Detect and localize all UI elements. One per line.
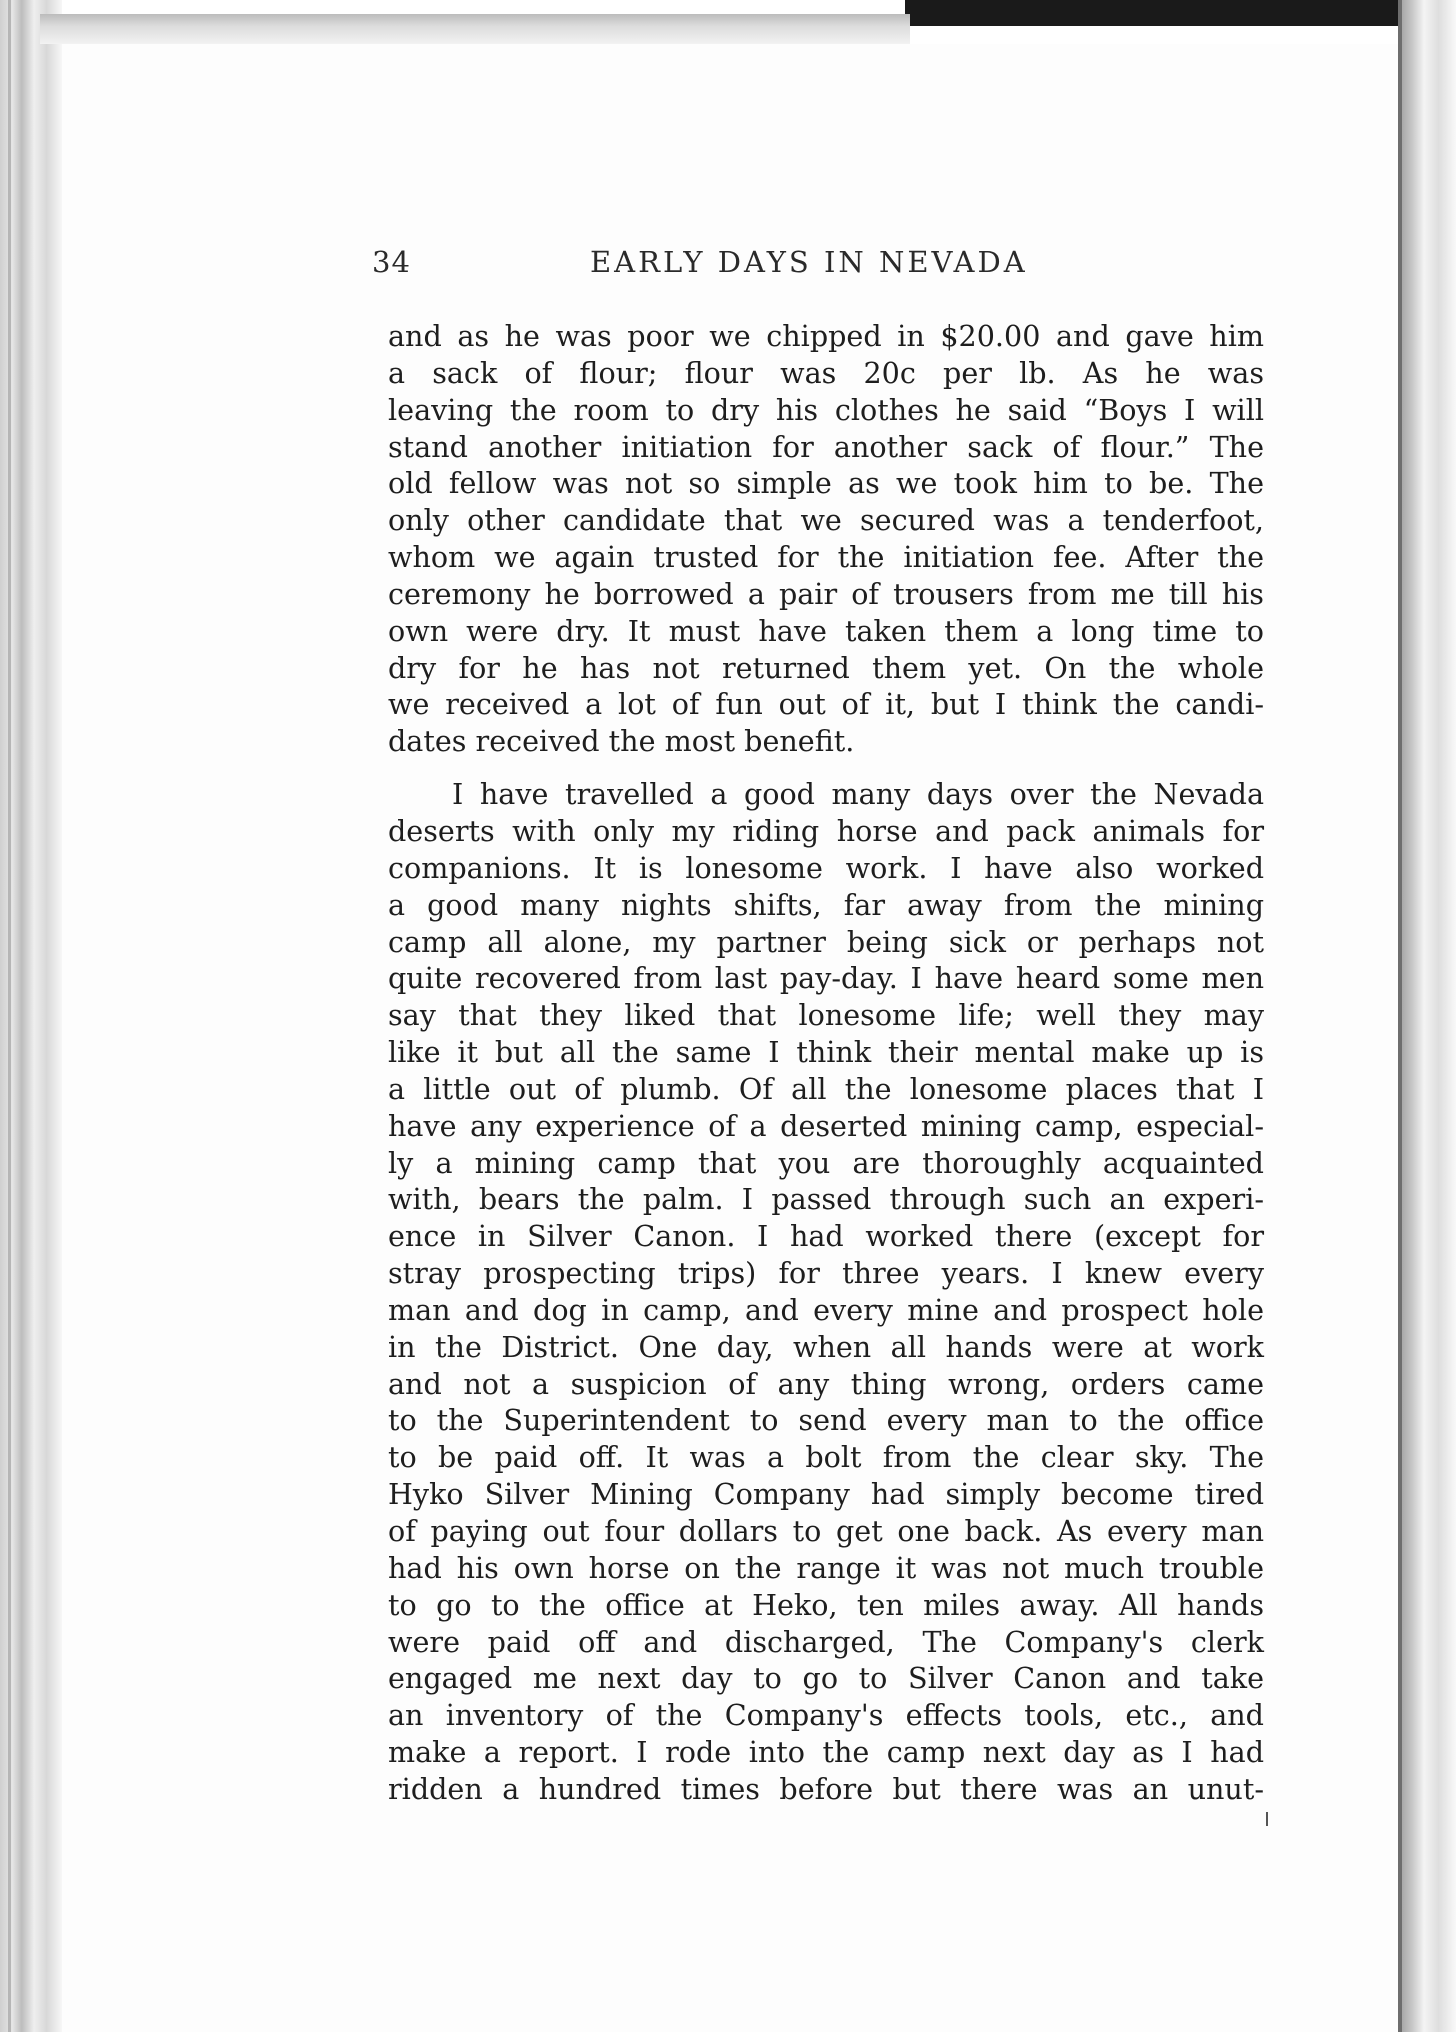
text-line: man and dog in camp, and every mine and prospect hole xyxy=(388,1292,1264,1327)
text-line: in the District. One day, when all hands were at work xyxy=(388,1329,1264,1364)
paragraph-1 xyxy=(388,318,1264,760)
text-line: old fellow was not so simple as we took him to be. The xyxy=(388,466,1264,501)
running-head xyxy=(372,245,1052,285)
text-line: to go to the office at Heko, ten miles away. All hands xyxy=(388,1587,1264,1622)
text-line: to be paid off. It was a bolt from the clear sky. The xyxy=(388,1440,1264,1475)
text-line: engaged me next day to go to Silver Canon and take xyxy=(388,1661,1264,1696)
book-fore-edge xyxy=(1398,0,1456,2032)
text-line: and as he was poor we chipped in $20.00 and gave him xyxy=(388,319,1264,353)
text-line: ence in Silver Canon. I had worked there (except for xyxy=(388,1219,1264,1254)
text-line: were paid off and discharged, The Company's clerk xyxy=(388,1624,1264,1659)
text-line: companions. It is lonesome work. I have also worked xyxy=(388,850,1264,885)
paragraph-2 xyxy=(388,776,1264,1808)
text-line: a little out of plumb. Of all the lonesome places that I xyxy=(388,1071,1264,1106)
text-line: I have travelled a good many days over the Nevada xyxy=(452,777,1264,812)
text-line: deserts with only my riding horse and pack animals for xyxy=(388,813,1264,848)
text-line: quite recovered from last pay-day. I have heard some men xyxy=(388,961,1264,996)
text-line: to the Superintendent to send every man to the office xyxy=(388,1403,1264,1438)
text-line: leaving the room to dry his clothes he said “Boys I will xyxy=(388,392,1264,427)
text-line: say that they liked that lonesome life; well they may xyxy=(388,998,1264,1033)
text-line: ceremony he borrowed a pair of trousers from me till his xyxy=(388,576,1264,611)
text-line: have any experience of a deserted mining camp, especial- xyxy=(388,1108,1264,1143)
text-line: ly a mining camp that you are thoroughly acquainted xyxy=(388,1145,1264,1180)
text-line: with, bears the palm. I passed through such an experi- xyxy=(388,1182,1264,1217)
text-line: had his own horse on the range it was not much trouble xyxy=(388,1550,1264,1585)
text-line: dates received the most benefit. xyxy=(388,724,855,759)
text-line: only other candidate that we secured was a tenderfoot, xyxy=(388,503,1264,538)
text-line: like it but all the same I think their mental make up is xyxy=(388,1035,1264,1070)
text-line: Hyko Silver Mining Company had simply become tired xyxy=(388,1477,1264,1512)
text-line: stray prospecting trips) for three years. I knew every xyxy=(388,1256,1264,1291)
page-number: 34 xyxy=(372,245,411,279)
text-line: own were dry. It must have taken them a long time to xyxy=(388,613,1264,648)
text-line: a good many nights shifts, far away from the mining xyxy=(388,887,1264,922)
text-line: and not a suspicion of any thing wrong, orders came xyxy=(388,1366,1264,1401)
page-top-edge xyxy=(40,14,910,44)
text-line: we received a lot of fun out of it, but I think the candi- xyxy=(388,687,1264,722)
text-line: dry for he has not returned them yet. On the whole xyxy=(388,650,1264,685)
text-line: make a report. I rode into the camp next day as I had xyxy=(388,1735,1264,1770)
text-line: an inventory of the Company's effects tools, etc., and xyxy=(388,1698,1264,1733)
text-line: a sack of flour; flour was 20c per lb. As he was xyxy=(388,355,1264,390)
text-line: whom we again trusted for the initiation fee. After the xyxy=(388,540,1264,575)
scan-artifact-mark xyxy=(1266,1812,1268,1826)
text-line: ridden a hundred times before but there was an unut- xyxy=(388,1771,1264,1806)
body-text xyxy=(388,318,1264,1808)
book-title: EARLY DAYS IN NEVADA xyxy=(590,245,1028,279)
text-line: camp all alone, my partner being sick or perhaps not xyxy=(388,924,1264,959)
book-spine-edge xyxy=(0,0,62,2032)
scan-border-top xyxy=(905,0,1456,26)
text-line: of paying out four dollars to get one back. As every man xyxy=(388,1514,1264,1548)
text-line: stand another initiation for another sack of flour.” The xyxy=(388,429,1264,464)
